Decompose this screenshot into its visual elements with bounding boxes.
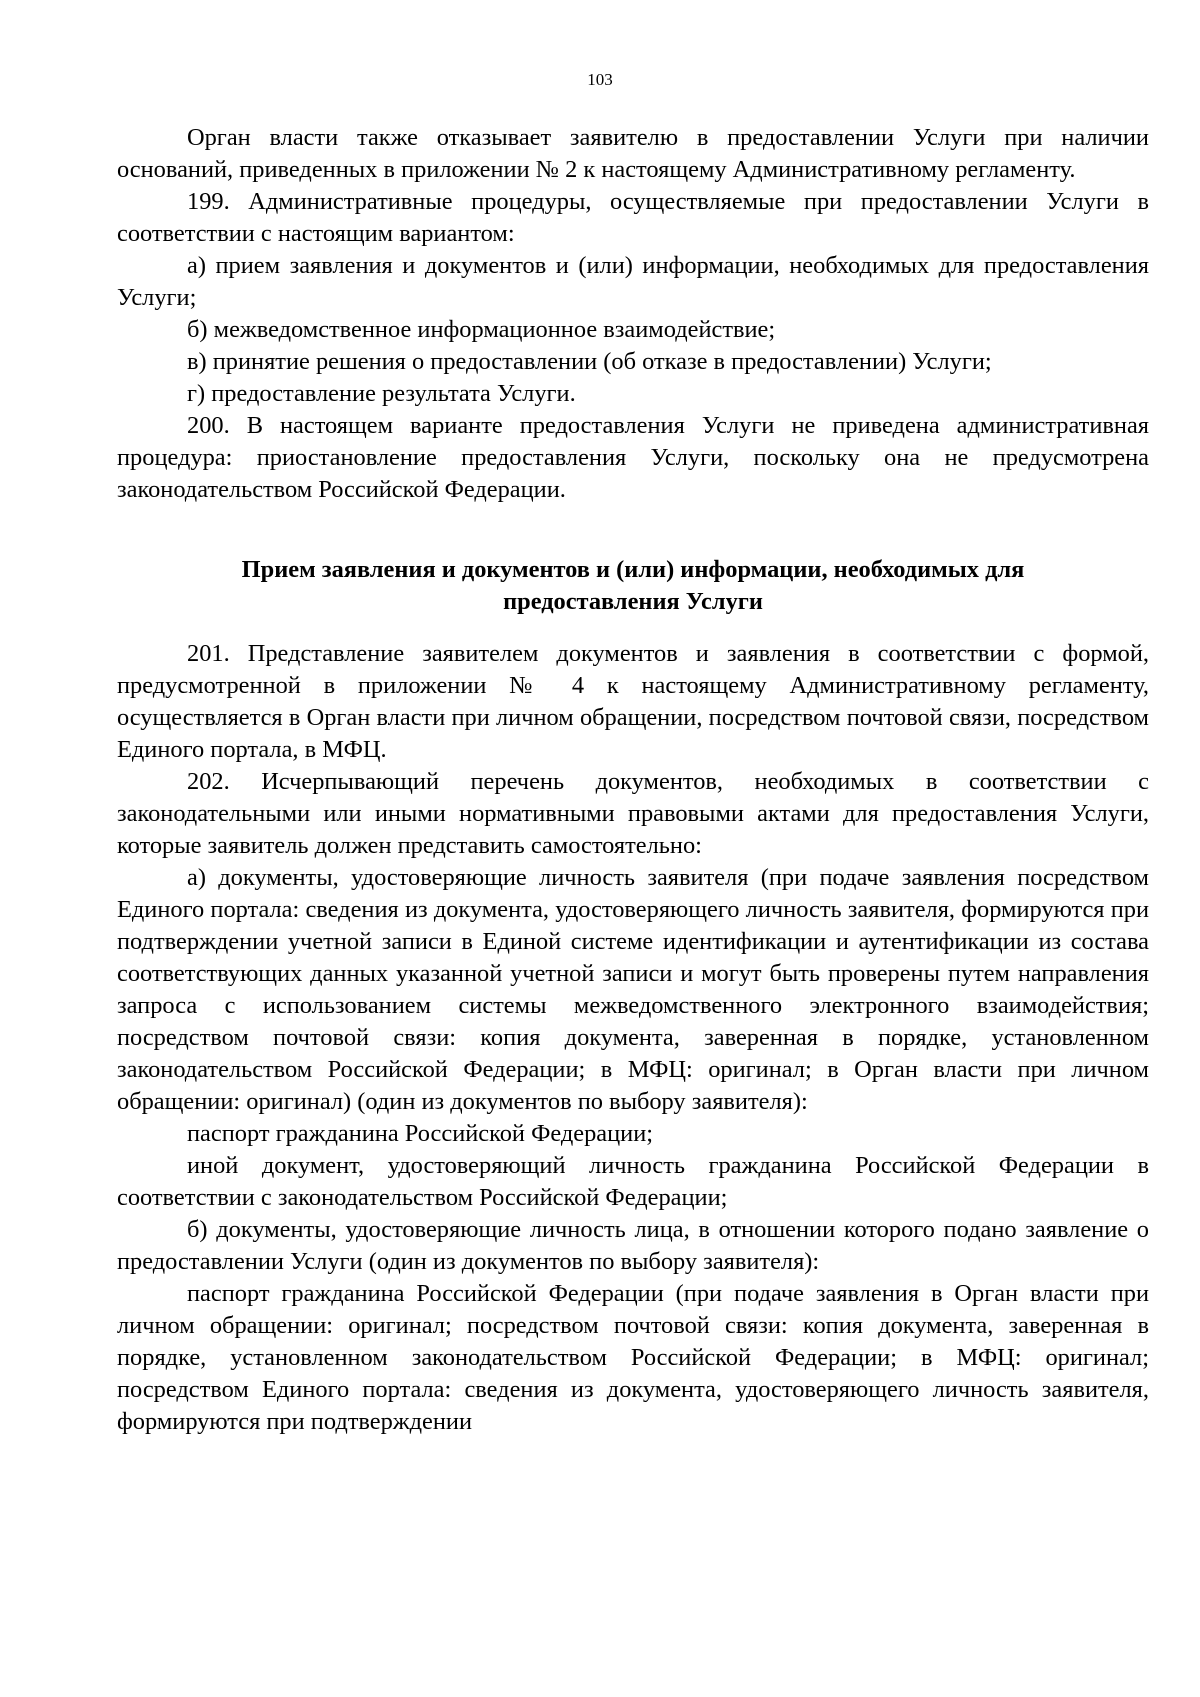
list-item-a-identity-documents: а) документы, удостоверяющие личность заявителя (при подаче заявления посредством Единого портала: сведения из документа, удостоверяющего личность заявителя, формируются при подтверждении учетной записи в Единой системе идентификации и аутентификации из состава соответствующих данных указанной учетной записи и могут быть проверены путем направления запроса с использованием системы межведомственного электронного взаимодействия; посредством почтовой связи: копия документа, заверенная в порядке, установленном законодательством Российской Федерации; в МФЦ: оригинал; в Орган власти при личном обращении: оригинал) (один из документов по выбору заявителя): xyxy=(117,864,1149,1115)
paragraph-refusal-grounds: Орган власти также отказывает заявителю в предоставлении Услуги при наличии оснований, приведенных в приложении № 2 к настоящему Административному регламенту. xyxy=(117,124,1149,183)
spacer xyxy=(117,506,1149,554)
document-body xyxy=(117,122,1149,1438)
list-item-passport: паспорт гражданина Российской Федерации; xyxy=(187,1120,654,1147)
list-item-v-decision: в) принятие решения о предоставлении (об отказе в предоставлении) Услуги; xyxy=(187,348,992,375)
section-heading-line2: предоставления Услуги xyxy=(503,588,763,615)
list-item-b-interaction: б) межведомственное информационное взаимодействие; xyxy=(187,316,776,343)
spacer xyxy=(117,618,1149,638)
list-item-passport-details: паспорт гражданина Российской Федерации (при подаче заявления в Орган власти при личном обращении: оригинал; посредством почтовой связи: копия документа, заверенная в порядке, установленном законодательством Российской Федерации; в МФЦ: оригинал; посредством Единого портала: сведения из документа, удостоверяющего личность заявителя, формируются при подтверждении xyxy=(117,1280,1149,1435)
list-item-other-document: иной документ, удостоверяющий личность гражданина Российской Федерации в соответствии с законодательством Российской Федерации; xyxy=(117,1152,1149,1211)
page-number: 103 xyxy=(587,70,613,89)
paragraph-202: 202. Исчерпывающий перечень документов, необходимых в соответствии с законодательными или иными нормативными правовыми актами для предоставления Услуги, которые заявитель должен представить самостоятельно: xyxy=(117,768,1149,859)
section-heading xyxy=(117,554,1149,618)
paragraph-199: 199. Административные процедуры, осуществляемые при предоставлении Услуги в соответствии с настоящим вариантом: xyxy=(117,188,1149,247)
list-item-b-person-documents: б) документы, удостоверяющие личность лица, в отношении которого подано заявление о предоставлении Услуги (один из документов по выбору заявителя): xyxy=(117,1216,1149,1275)
section-heading-line1: Прием заявления и документов и (или) информации, необходимых для xyxy=(241,556,1025,583)
paragraph-201: 201. Представление заявителем документов и заявления в соответствии с формой, предусмотренной в приложении № 4 к настоящему Административному регламенту, осуществляется в Орган власти при личном обращении, посредством почтовой связи, посредством Единого портала, в МФЦ. xyxy=(117,640,1149,763)
list-item-a-reception: а) прием заявления и документов и (или) информации, необходимых для предоставления Услуги; xyxy=(117,252,1149,311)
paragraph-200: 200. В настоящем варианте предоставления Услуги не приведена административная процедура: приостановление предоставления Услуги, поскольку она не предусмотрена законодательством Российской Федерации. xyxy=(117,412,1149,503)
list-item-g-result: г) предоставление результата Услуги. xyxy=(187,380,576,407)
